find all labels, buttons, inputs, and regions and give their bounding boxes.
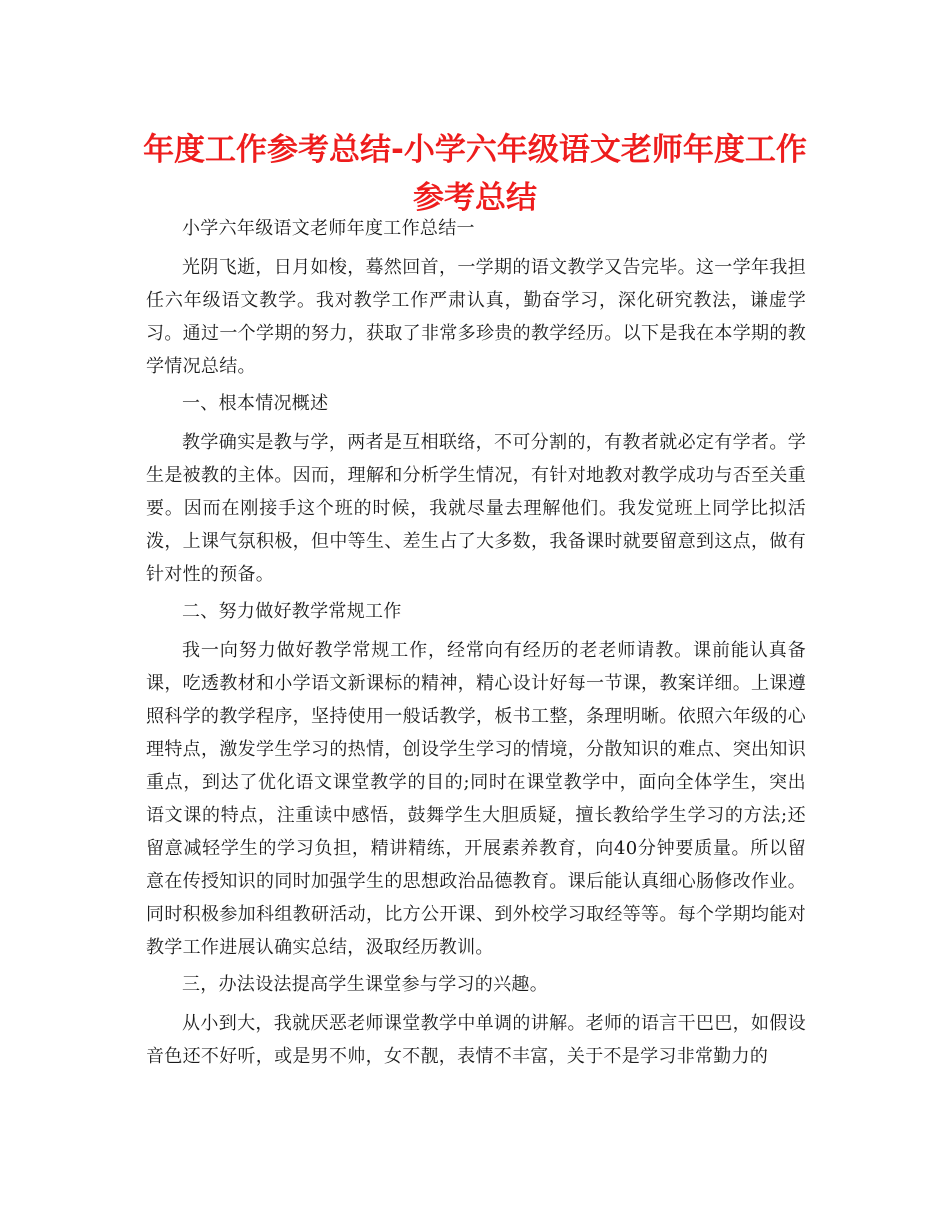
section-heading: 一、根本情况概述 <box>182 393 329 414</box>
paragraph: 从小到大，我就厌恶老师课堂教学中单调的讲解。老师的语言干巴巴，如假设音色还不好听，或是男不帅，女不靓，表情不丰富，关于不是学习非常勤力的 <box>146 1013 806 1067</box>
document-title: 年度工作参考总结-小学六年级语文老师年度工作参考总结 <box>143 132 807 216</box>
section-heading: 二、努力做好教学常规工作 <box>182 601 402 622</box>
section-heading: 小学六年级语文老师年度工作总结一 <box>182 218 475 239</box>
paragraph: 光阴飞逝，日月如梭，蓦然回首，一学期的语文教学又告完毕。这一学年我担任六年级语文教学。我对教学工作严肃认真，勤奋学习，深化研究教法，谦虚学习。通过一个学期的努力，获取了非常多珍贵的教学经历。以下是我在本学期的教学情况总结。 <box>146 257 806 377</box>
document-body <box>146 212 806 1077</box>
section-heading: 三，办法设法提高学生课堂参与学习的兴趣。 <box>182 974 548 995</box>
paragraph: 我一向努力做好教学常规工作，经常向有经历的老老师请教。课前能认真备课，吃透教材和小学语文新课标的精神，精心设计好每一节课，教案详细。上课遵照科学的教学程序，坚持使用一般话教学，板书工整，条理明晰。依照六年级的心理特点，激发学生学习的热情，创设学生学习的情境，分散知识的难点、突出知识重点，到达了优化语文课堂教学的目的;同时在课堂教学中，面向全体学生，突出语文课的特点，注重读中感悟，鼓舞学生大胆质疑，擅长教给学生学习的方法;还留意减轻学生的学习负担，精讲精练，开展素养教育，向40分钟要质量。所以留意在传授知识的同时加强学生的思想政治品德教育。课后能认真细心肠修改作业。同时积极参加科组教研活动，比方公开课、到外校学习取经等等。每个学期均能对教学工作进展认确实总结，汲取经历教训。 <box>146 640 806 958</box>
paragraph: 教学确实是教与学，两者是互相联络，不可分割的，有教者就必定有学者。学生是被教的主体。因而，理解和分析学生情况，有针对地教对教学成功与否至关重要。因而在刚接手这个班的时候，我就尽量去理解他们。我发觉班上同学比拟活泼，上课气氛积极，但中等生、差生占了大多数，我备课时就要留意到这点，做有针对性的预备。 <box>146 432 806 585</box>
